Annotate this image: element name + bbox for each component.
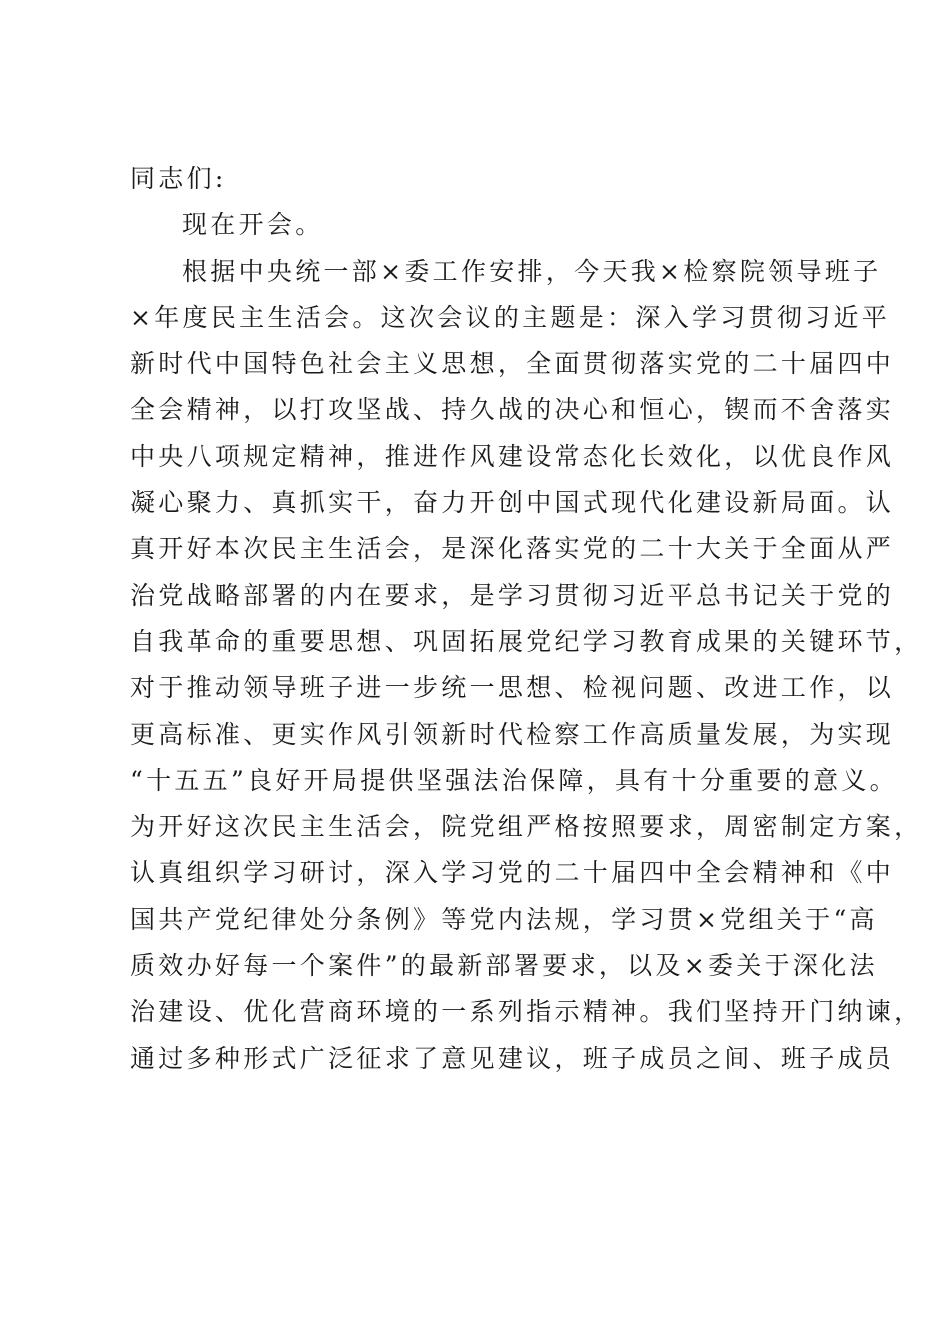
paragraph-line: “十五五”良好开局提供坚强法治保障，具有十分重要的意义。	[130, 765, 898, 795]
opening-line: 现在开会。	[182, 210, 324, 240]
paragraph-line: 对于推动领导班子进一步统一思想、检视问题、改进工作，以	[130, 673, 895, 703]
salutation: 同志们:	[130, 164, 227, 193]
paragraph-line: 为开好这次民主生活会，院党组严格按照要求，周密制定方案，	[130, 812, 923, 842]
paragraph-line: 认真组织学习研讨，深入学习党的二十届四中全会精神和《中	[130, 858, 895, 888]
paragraph-line: 根据中央统一部×委工作安排，今天我×检察院领导班子	[182, 256, 882, 286]
paragraph-line: 治建设、优化营商环境的一系列指示精神。我们坚持开门纳谏，	[130, 997, 923, 1027]
paragraph-line: 国共产党纪律处分条例》等党内法规，学习贯×党组关于“高	[130, 904, 878, 934]
paragraph-line: 自我革命的重要思想、巩固拓展党纪学习教育成果的关键环节，	[130, 626, 923, 656]
document-body	[130, 156, 923, 1082]
paragraph-line: 真开好本次民主生活会，是深化落实党的二十大关于全面从严	[130, 534, 895, 564]
paragraph-line: 治党战略部署的内在要求，是学习贯彻习近平总书记关于党的	[130, 580, 895, 610]
paragraph-line: 更高标准、更实作风引领新时代检察工作高质量发展，为实现	[130, 719, 895, 749]
paragraph-line: 新时代中国特色社会主义思想，全面贯彻落实党的二十届四中	[130, 349, 895, 379]
paragraph-line: 质效办好每一个案件”的最新部署要求，以及×委关于深化法	[130, 951, 878, 981]
paragraph-line: ×年度民主生活会。这次会议的主题是：深入学习贯彻习近平	[130, 302, 891, 332]
paragraph-line: 全会精神，以打攻坚战、持久战的决心和恒心，锲而不舍落实	[130, 395, 895, 425]
paragraph-line: 通过多种形式广泛征求了意见建议，班子成员之间、班子成员	[130, 1043, 895, 1073]
paragraph-line: 中央八项规定精神，推进作风建设常态化长效化，以优良作风	[130, 441, 895, 471]
paragraph-line: 凝心聚力、真抓实干，奋力开创中国式现代化建设新局面。认	[130, 488, 895, 518]
